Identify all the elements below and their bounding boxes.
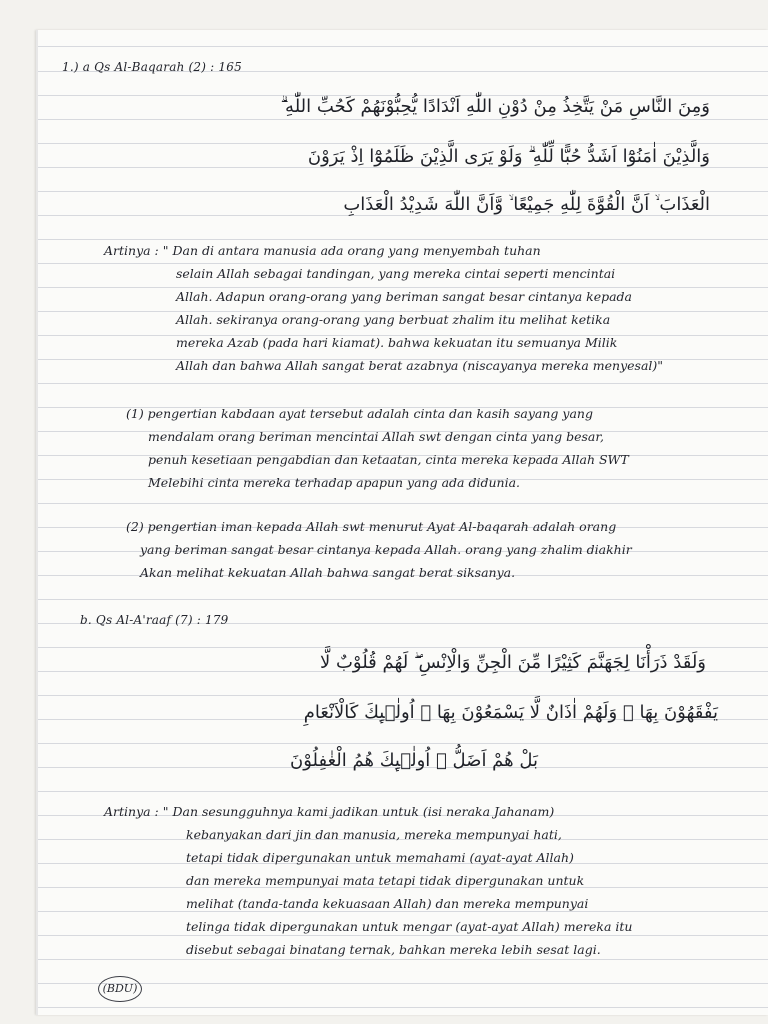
section-a-arabic-line: الْعَذَابَ ۙ اَنَّ الْقُوَّةَ لِلّٰهِ جَمِيْعًا ۙ وَّاَنَّ اللّٰهَ شَدِيْدُ الْعَذَابِ — [343, 194, 710, 215]
section-a-translation-line: mereka Azab (pada hari kiamat). bahwa kekuatan itu semuanya Milik — [176, 335, 618, 350]
note-1-line: (1) pengertian kabdaan ayat tersebut adalah cinta dan kasih sayang yang — [126, 406, 593, 421]
section-b-translation-line: kebanyakan dari jin dan manusia, mereka mempunyai hati, — [186, 827, 562, 842]
section-a-translation-line: selain Allah sebagai tandingan, yang mereka cintai seperti mencintai — [176, 266, 616, 281]
note-2-line: (2) pengertian iman kepada Allah swt menurut Ayat Al-baqarah adalah orang — [126, 519, 617, 534]
note-1-line: mendalam orang beriman mencintai Allah swt dengan cinta yang besar, — [148, 429, 604, 444]
section-b-translation-line: telinga tidak dipergunakan untuk mengar (ayat-ayat Allah) mereka itu — [186, 919, 633, 934]
note-1-line: Melebihi cinta mereka terhadap apapun yang ada didunia. — [148, 475, 520, 490]
note-2-line: yang beriman sangat besar cintanya kepada Allah. orang yang zhalim diakhir — [140, 542, 632, 557]
note-1-line: penuh kesetiaan pengabdian dan ketaatan, cinta mereka kepada Allah SWT — [148, 452, 629, 467]
section-a-translation-line: Artinya : " Dan di antara manusia ada orang yang menyembah tuhan — [104, 243, 541, 258]
section-b-arabic-line: وَلَقَدْ ذَرَأْنَا لِجَهَنَّمَ كَثِيْرًا مِّنَ الْجِنِّ وَالْاِنْسِ ۖ لَهُمْ قُلُوْبٌ لَّا — [319, 652, 706, 673]
section-a-translation-line: Allah dan bahwa Allah sangat berat azabnya (niscayanya mereka menyesal)" — [176, 358, 664, 373]
section-b-translation-line: disebut sebagai binatang ternak, bahkan mereka lebih sesat lagi. — [186, 942, 601, 957]
section-b-translation-line: Artinya : " Dan sesungguhnya kami jadikan untuk (isi neraka Jahanam) — [104, 804, 555, 819]
note-2-line: Akan melihat kekuatan Allah bahwa sangat berat siksanya. — [140, 565, 516, 580]
section-b-translation-line: tetapi tidak dipergunakan untuk memahami (ayat-ayat Allah) — [186, 850, 574, 865]
section-a-arabic-line: وَمِنَ النَّاسِ مَنْ يَتَّخِذُ مِنْ دُوْنِ اللّٰهِ اَنْدَادًا يُّحِبُّوْنَهُمْ كَحُبِّ اللّٰهِ ۗ — [280, 96, 710, 117]
section-b-translation-line: melihat (tanda-tanda kekuasaan Allah) dan mereka mempunyai — [186, 896, 589, 911]
section-a-arabic-line: وَالَّذِيْنَ اٰمَنُوْٓا اَشَدُّ حُبًّا لِّلّٰهِ ۗ وَلَوْ يَرَى الَّذِيْنَ ظَلَمُوْٓا اِذْ يَرَوْنَ — [307, 146, 710, 167]
section-b-heading: b. Qs Al-A'raaf (7) : 179 — [80, 613, 229, 627]
page-number-stamp: (BDU) — [98, 976, 142, 1002]
section-a-translation-line: Allah. Adapun orang-orang yang beriman sangat besar cintanya kepada — [176, 289, 633, 304]
section-a-heading: 1.) a Qs Al-Baqarah (2) : 165 — [62, 60, 242, 74]
section-a-translation-line: Allah. sekiranya orang-orang yang berbuat zhalim itu melihat ketika — [176, 312, 611, 327]
section-b-arabic-line: يَفْقَهُوْنَ بِهَا ۖ وَلَهُمْ اٰذَانٌ لَّا يَسْمَعُوْنَ بِهَا ۗ اُولٰۤىِٕكَ كَالْاَنْعَامِ — [303, 702, 718, 723]
section-b-arabic-line: بَلْ هُمْ اَضَلُّ ۗ اُولٰۤىِٕكَ هُمُ الْغٰفِلُوْنَ — [290, 750, 538, 771]
section-b-translation-line: dan mereka mempunyai mata tetapi tidak dipergunakan untuk — [186, 873, 585, 888]
